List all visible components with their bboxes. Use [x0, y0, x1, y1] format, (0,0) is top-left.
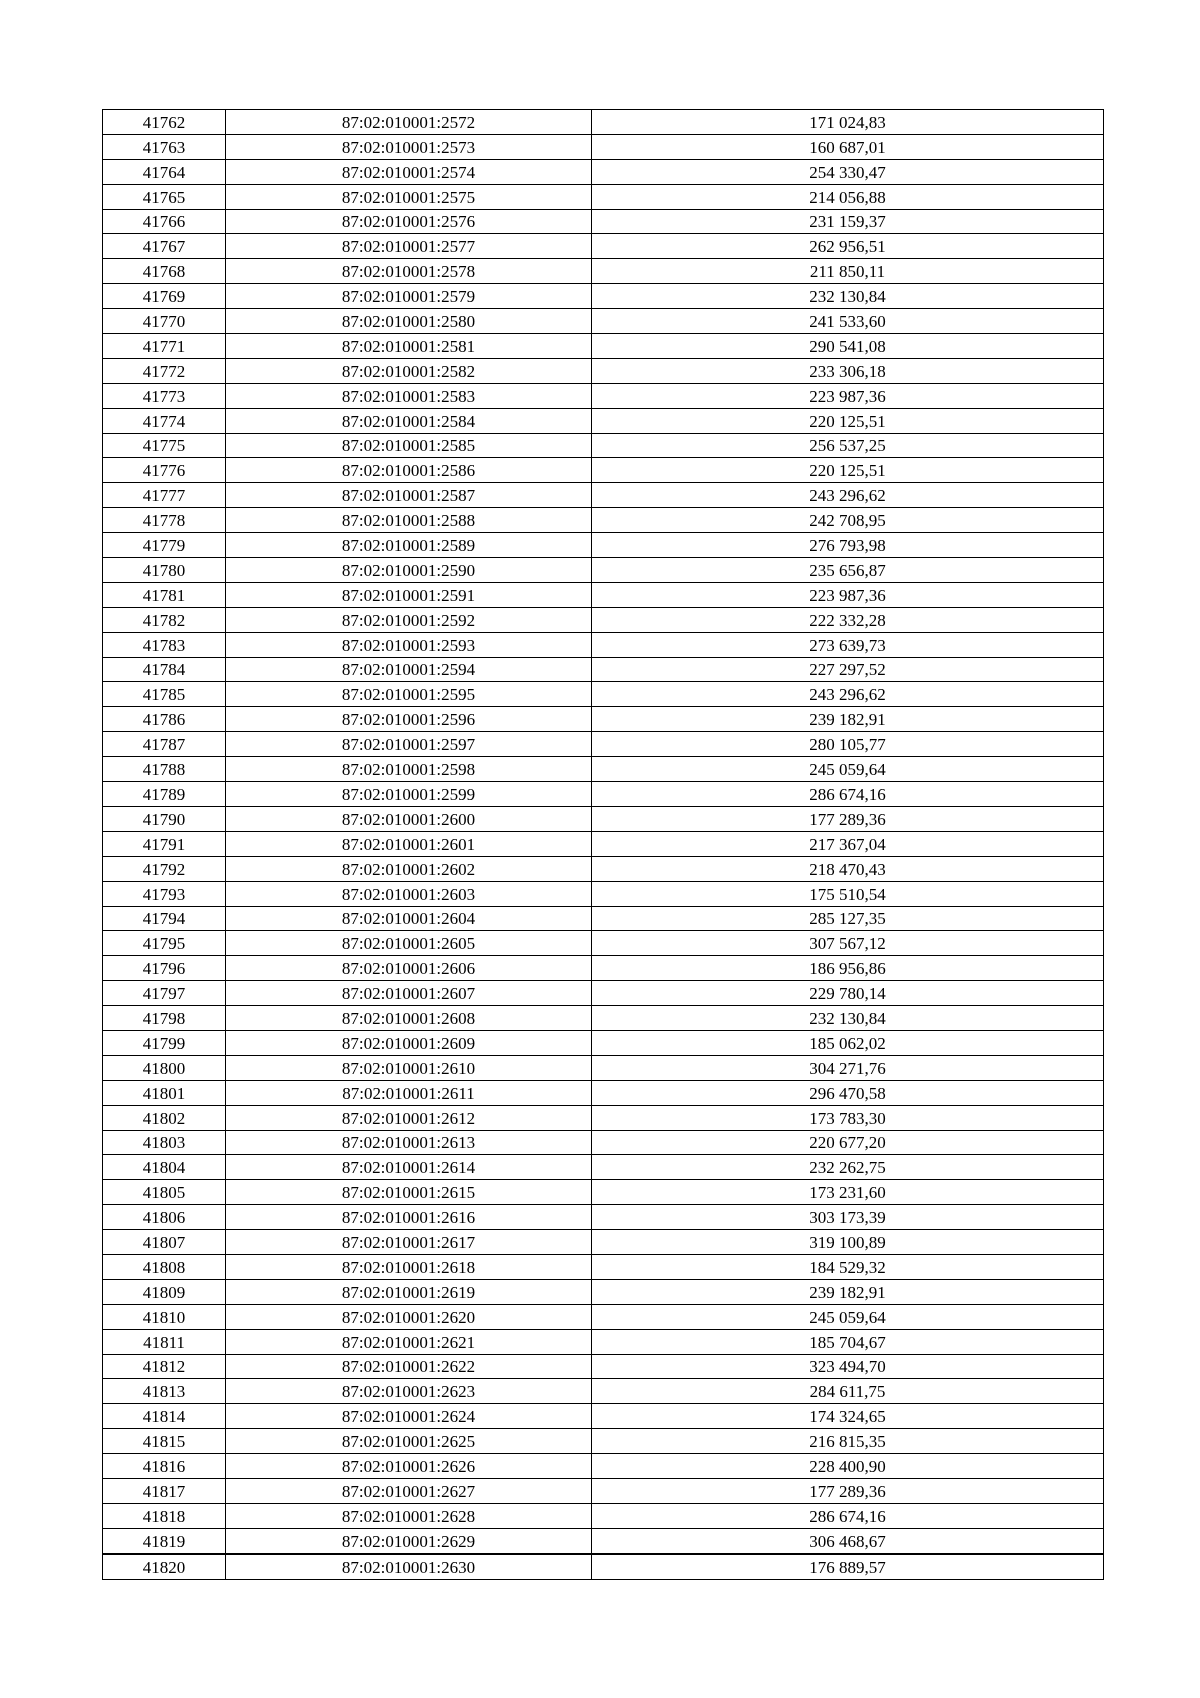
row-number-cell: 41781 — [103, 582, 226, 607]
cadastral-number-cell: 87:02:010001:2596 — [226, 707, 592, 732]
table-row — [103, 1379, 1104, 1404]
cadastral-value-cell: 211 850,11 — [592, 259, 1104, 284]
table-row — [103, 1155, 1104, 1180]
cadastral-value-cell: 245 059,64 — [592, 757, 1104, 782]
cadastral-value-cell: 223 987,36 — [592, 582, 1104, 607]
table-row — [103, 931, 1104, 956]
row-number-cell: 41818 — [103, 1503, 226, 1528]
table-row — [103, 657, 1104, 682]
cadastral-value-cell: 254 330,47 — [592, 159, 1104, 184]
cadastral-value-cell: 220 125,51 — [592, 458, 1104, 483]
table-row — [103, 1105, 1104, 1130]
cadastral-value-cell: 232 262,75 — [592, 1155, 1104, 1180]
table-row — [103, 1329, 1104, 1354]
table-row — [103, 533, 1104, 558]
cadastral-number-cell: 87:02:010001:2584 — [226, 408, 592, 433]
cadastral-number-cell: 87:02:010001:2602 — [226, 856, 592, 881]
cadastral-value-cell: 242 708,95 — [592, 508, 1104, 533]
cadastral-value-cell: 284 611,75 — [592, 1379, 1104, 1404]
cadastral-value-cell: 303 173,39 — [592, 1205, 1104, 1230]
cadastral-number-cell: 87:02:010001:2588 — [226, 508, 592, 533]
cadastral-number-cell: 87:02:010001:2622 — [226, 1354, 592, 1379]
cadastral-number-cell: 87:02:010001:2582 — [226, 358, 592, 383]
table-row — [103, 1528, 1104, 1553]
cadastral-value-cell: 243 296,62 — [592, 483, 1104, 508]
cadastral-number-cell: 87:02:010001:2589 — [226, 533, 592, 558]
row-number-cell: 41814 — [103, 1404, 226, 1429]
cadastral-value-cell: 185 062,02 — [592, 1030, 1104, 1055]
cadastral-number-cell: 87:02:010001:2607 — [226, 981, 592, 1006]
table-row — [103, 1354, 1104, 1379]
cadastral-value-cell: 231 159,37 — [592, 209, 1104, 234]
row-number-cell: 41796 — [103, 956, 226, 981]
row-number-cell: 41769 — [103, 284, 226, 309]
cadastral-value-cell: 239 182,91 — [592, 1279, 1104, 1304]
row-number-cell: 41806 — [103, 1205, 226, 1230]
cadastral-value-cell: 176 889,57 — [592, 1554, 1104, 1579]
table-row — [103, 334, 1104, 359]
table-row — [103, 856, 1104, 881]
row-number-cell: 41786 — [103, 707, 226, 732]
cadastral-number-cell: 87:02:010001:2617 — [226, 1230, 592, 1255]
cadastral-value-cell: 286 674,16 — [592, 782, 1104, 807]
cadastral-number-cell: 87:02:010001:2575 — [226, 184, 592, 209]
cadastral-number-cell: 87:02:010001:2594 — [226, 657, 592, 682]
table-row — [103, 184, 1104, 209]
row-number-cell: 41780 — [103, 558, 226, 583]
table-row — [103, 1080, 1104, 1105]
cadastral-value-cell: 220 677,20 — [592, 1130, 1104, 1155]
table-row — [103, 234, 1104, 259]
table-row — [103, 1454, 1104, 1479]
row-number-cell: 41770 — [103, 309, 226, 334]
cadastral-value-cell: 280 105,77 — [592, 732, 1104, 757]
cadastral-value-cell: 214 056,88 — [592, 184, 1104, 209]
cadastral-value-cell: 245 059,64 — [592, 1304, 1104, 1329]
table-row — [103, 906, 1104, 931]
table-row — [103, 981, 1104, 1006]
cadastral-value-cell: 229 780,14 — [592, 981, 1104, 1006]
cadastral-number-cell: 87:02:010001:2623 — [226, 1379, 592, 1404]
cadastral-value-cell: 304 271,76 — [592, 1055, 1104, 1080]
table-row — [103, 782, 1104, 807]
table-row — [103, 558, 1104, 583]
row-number-cell: 41782 — [103, 607, 226, 632]
cadastral-number-cell: 87:02:010001:2592 — [226, 607, 592, 632]
cadastral-value-cell: 184 529,32 — [592, 1254, 1104, 1279]
table-row — [103, 881, 1104, 906]
cadastral-value-cell: 323 494,70 — [592, 1354, 1104, 1379]
table-row — [103, 732, 1104, 757]
cadastral-value-cell: 173 231,60 — [592, 1180, 1104, 1205]
table-row — [103, 159, 1104, 184]
table-row — [103, 956, 1104, 981]
cadastral-number-cell: 87:02:010001:2577 — [226, 234, 592, 259]
cadastral-number-cell: 87:02:010001:2593 — [226, 632, 592, 657]
row-number-cell: 41778 — [103, 508, 226, 533]
cadastral-number-cell: 87:02:010001:2630 — [226, 1554, 592, 1579]
cadastral-number-cell: 87:02:010001:2621 — [226, 1329, 592, 1354]
row-number-cell: 41820 — [103, 1554, 226, 1579]
table-row — [103, 1180, 1104, 1205]
table-row — [103, 458, 1104, 483]
cadastral-number-cell: 87:02:010001:2613 — [226, 1130, 592, 1155]
row-number-cell: 41791 — [103, 831, 226, 856]
table-row — [103, 1478, 1104, 1503]
row-number-cell: 41788 — [103, 757, 226, 782]
table-row — [103, 433, 1104, 458]
row-number-cell: 41805 — [103, 1180, 226, 1205]
cadastral-number-cell: 87:02:010001:2579 — [226, 284, 592, 309]
row-number-cell: 41810 — [103, 1304, 226, 1329]
cadastral-value-cell: 256 537,25 — [592, 433, 1104, 458]
cadastral-number-cell: 87:02:010001:2614 — [226, 1155, 592, 1180]
cadastral-number-cell: 87:02:010001:2604 — [226, 906, 592, 931]
row-number-cell: 41779 — [103, 533, 226, 558]
row-number-cell: 41813 — [103, 1379, 226, 1404]
cadastral-number-cell: 87:02:010001:2598 — [226, 757, 592, 782]
cadastral-number-cell: 87:02:010001:2603 — [226, 881, 592, 906]
cadastral-value-cell: 306 468,67 — [592, 1528, 1104, 1553]
cadastral-value-cell: 228 400,90 — [592, 1454, 1104, 1479]
table-row — [103, 134, 1104, 159]
row-number-cell: 41793 — [103, 881, 226, 906]
table-row — [103, 1055, 1104, 1080]
table-row — [103, 707, 1104, 732]
cadastral-number-cell: 87:02:010001:2595 — [226, 682, 592, 707]
table-row — [103, 806, 1104, 831]
row-number-cell: 41808 — [103, 1254, 226, 1279]
cadastral-number-cell: 87:02:010001:2572 — [226, 110, 592, 135]
cadastral-number-cell: 87:02:010001:2626 — [226, 1454, 592, 1479]
row-number-cell: 41768 — [103, 259, 226, 284]
cadastral-number-cell: 87:02:010001:2590 — [226, 558, 592, 583]
cadastral-value-cell: 171 024,83 — [592, 110, 1104, 135]
table-row — [103, 1429, 1104, 1454]
cadastral-number-cell: 87:02:010001:2628 — [226, 1503, 592, 1528]
cadastral-number-cell: 87:02:010001:2599 — [226, 782, 592, 807]
cadastral-number-cell: 87:02:010001:2619 — [226, 1279, 592, 1304]
cadastral-number-cell: 87:02:010001:2583 — [226, 383, 592, 408]
cadastral-value-cell: 239 182,91 — [592, 707, 1104, 732]
cadastral-value-cell: 319 100,89 — [592, 1230, 1104, 1255]
row-number-cell: 41776 — [103, 458, 226, 483]
row-number-cell: 41800 — [103, 1055, 226, 1080]
cadastral-value-cell: 241 533,60 — [592, 309, 1104, 334]
cadastral-value-cell: 186 956,86 — [592, 956, 1104, 981]
cadastral-value-cell: 262 956,51 — [592, 234, 1104, 259]
cadastral-value-cell: 177 289,36 — [592, 806, 1104, 831]
cadastral-number-cell: 87:02:010001:2578 — [226, 259, 592, 284]
cadastral-number-cell: 87:02:010001:2586 — [226, 458, 592, 483]
cadastral-number-cell: 87:02:010001:2625 — [226, 1429, 592, 1454]
cadastral-value-cell: 290 541,08 — [592, 334, 1104, 359]
row-number-cell: 41773 — [103, 383, 226, 408]
row-number-cell: 41804 — [103, 1155, 226, 1180]
table-row — [103, 682, 1104, 707]
cadastral-value-cell: 233 306,18 — [592, 358, 1104, 383]
cadastral-value-cell: 307 567,12 — [592, 931, 1104, 956]
row-number-cell: 41762 — [103, 110, 226, 135]
table-row — [103, 483, 1104, 508]
row-number-cell: 41774 — [103, 408, 226, 433]
table-row — [103, 284, 1104, 309]
table-row — [103, 1554, 1104, 1579]
row-number-cell: 41819 — [103, 1528, 226, 1553]
cadastral-number-cell: 87:02:010001:2615 — [226, 1180, 592, 1205]
cadastral-value-cell: 160 687,01 — [592, 134, 1104, 159]
row-number-cell: 41783 — [103, 632, 226, 657]
cadastral-value-cell: 227 297,52 — [592, 657, 1104, 682]
cadastral-number-cell: 87:02:010001:2601 — [226, 831, 592, 856]
cadastral-value-cell: 174 324,65 — [592, 1404, 1104, 1429]
cadastral-value-cell: 216 815,35 — [592, 1429, 1104, 1454]
cadastral-value-cell: 175 510,54 — [592, 881, 1104, 906]
cadastral-number-cell: 87:02:010001:2609 — [226, 1030, 592, 1055]
row-number-cell: 41795 — [103, 931, 226, 956]
cadastral-value-cell: 220 125,51 — [592, 408, 1104, 433]
row-number-cell: 41807 — [103, 1230, 226, 1255]
cadastral-value-cell: 296 470,58 — [592, 1080, 1104, 1105]
table-body — [103, 110, 1104, 1580]
table-row — [103, 383, 1104, 408]
cadastral-value-cell: 217 367,04 — [592, 831, 1104, 856]
cadastral-number-cell: 87:02:010001:2629 — [226, 1528, 592, 1553]
cadastral-number-cell: 87:02:010001:2627 — [226, 1478, 592, 1503]
cadastral-number-cell: 87:02:010001:2573 — [226, 134, 592, 159]
row-number-cell: 41803 — [103, 1130, 226, 1155]
cadastral-number-cell: 87:02:010001:2608 — [226, 1006, 592, 1031]
table-row — [103, 1304, 1104, 1329]
cadastral-number-cell: 87:02:010001:2576 — [226, 209, 592, 234]
cadastral-number-cell: 87:02:010001:2585 — [226, 433, 592, 458]
cadastral-value-cell: 218 470,43 — [592, 856, 1104, 881]
cadastral-value-cell: 276 793,98 — [592, 533, 1104, 558]
row-number-cell: 41784 — [103, 657, 226, 682]
cadastral-value-cell: 232 130,84 — [592, 1006, 1104, 1031]
row-number-cell: 41789 — [103, 782, 226, 807]
cadastral-number-cell: 87:02:010001:2610 — [226, 1055, 592, 1080]
row-number-cell: 41785 — [103, 682, 226, 707]
table-row — [103, 1006, 1104, 1031]
row-number-cell: 41816 — [103, 1454, 226, 1479]
cadastral-number-cell: 87:02:010001:2616 — [226, 1205, 592, 1230]
cadastral-value-table — [102, 109, 1104, 1580]
cadastral-number-cell: 87:02:010001:2600 — [226, 806, 592, 831]
cadastral-number-cell: 87:02:010001:2574 — [226, 159, 592, 184]
cadastral-number-cell: 87:02:010001:2605 — [226, 931, 592, 956]
cadastral-number-cell: 87:02:010001:2624 — [226, 1404, 592, 1429]
row-number-cell: 41794 — [103, 906, 226, 931]
cadastral-number-cell: 87:02:010001:2587 — [226, 483, 592, 508]
cadastral-number-cell: 87:02:010001:2606 — [226, 956, 592, 981]
row-number-cell: 41797 — [103, 981, 226, 1006]
row-number-cell: 41815 — [103, 1429, 226, 1454]
table-row — [103, 831, 1104, 856]
table-row — [103, 607, 1104, 632]
row-number-cell: 41777 — [103, 483, 226, 508]
row-number-cell: 41766 — [103, 209, 226, 234]
cadastral-number-cell: 87:02:010001:2580 — [226, 309, 592, 334]
cadastral-value-cell: 232 130,84 — [592, 284, 1104, 309]
table-row — [103, 632, 1104, 657]
row-number-cell: 41802 — [103, 1105, 226, 1130]
row-number-cell: 41801 — [103, 1080, 226, 1105]
cadastral-value-cell: 273 639,73 — [592, 632, 1104, 657]
table-row — [103, 508, 1104, 533]
row-number-cell: 41811 — [103, 1329, 226, 1354]
row-number-cell: 41817 — [103, 1478, 226, 1503]
cadastral-number-cell: 87:02:010001:2581 — [226, 334, 592, 359]
table-row — [103, 1130, 1104, 1155]
cadastral-value-cell: 173 783,30 — [592, 1105, 1104, 1130]
cadastral-value-cell: 285 127,35 — [592, 906, 1104, 931]
cadastral-number-cell: 87:02:010001:2618 — [226, 1254, 592, 1279]
cadastral-number-cell: 87:02:010001:2591 — [226, 582, 592, 607]
table-row — [103, 309, 1104, 334]
cadastral-value-cell: 223 987,36 — [592, 383, 1104, 408]
table-row — [103, 110, 1104, 135]
table-row — [103, 408, 1104, 433]
row-number-cell: 41792 — [103, 856, 226, 881]
row-number-cell: 41809 — [103, 1279, 226, 1304]
table-row — [103, 1205, 1104, 1230]
row-number-cell: 41763 — [103, 134, 226, 159]
row-number-cell: 41798 — [103, 1006, 226, 1031]
cadastral-value-cell: 286 674,16 — [592, 1503, 1104, 1528]
cadastral-number-cell: 87:02:010001:2620 — [226, 1304, 592, 1329]
row-number-cell: 41787 — [103, 732, 226, 757]
cadastral-number-cell: 87:02:010001:2611 — [226, 1080, 592, 1105]
row-number-cell: 41764 — [103, 159, 226, 184]
cadastral-value-cell: 222 332,28 — [592, 607, 1104, 632]
table-row — [103, 358, 1104, 383]
row-number-cell: 41775 — [103, 433, 226, 458]
row-number-cell: 41771 — [103, 334, 226, 359]
table-row — [103, 1030, 1104, 1055]
row-number-cell: 41767 — [103, 234, 226, 259]
table-row — [103, 582, 1104, 607]
table-row — [103, 259, 1104, 284]
table-row — [103, 1230, 1104, 1255]
row-number-cell: 41772 — [103, 358, 226, 383]
row-number-cell: 41812 — [103, 1354, 226, 1379]
table-row — [103, 757, 1104, 782]
table-row — [103, 1254, 1104, 1279]
cadastral-number-cell: 87:02:010001:2597 — [226, 732, 592, 757]
table-row — [103, 1279, 1104, 1304]
cadastral-value-cell: 243 296,62 — [592, 682, 1104, 707]
table-row — [103, 1503, 1104, 1528]
row-number-cell: 41790 — [103, 806, 226, 831]
row-number-cell: 41799 — [103, 1030, 226, 1055]
cadastral-value-cell: 177 289,36 — [592, 1478, 1104, 1503]
cadastral-number-cell: 87:02:010001:2612 — [226, 1105, 592, 1130]
cadastral-value-cell: 235 656,87 — [592, 558, 1104, 583]
table-row — [103, 209, 1104, 234]
row-number-cell: 41765 — [103, 184, 226, 209]
cadastral-value-cell: 185 704,67 — [592, 1329, 1104, 1354]
table-row — [103, 1404, 1104, 1429]
